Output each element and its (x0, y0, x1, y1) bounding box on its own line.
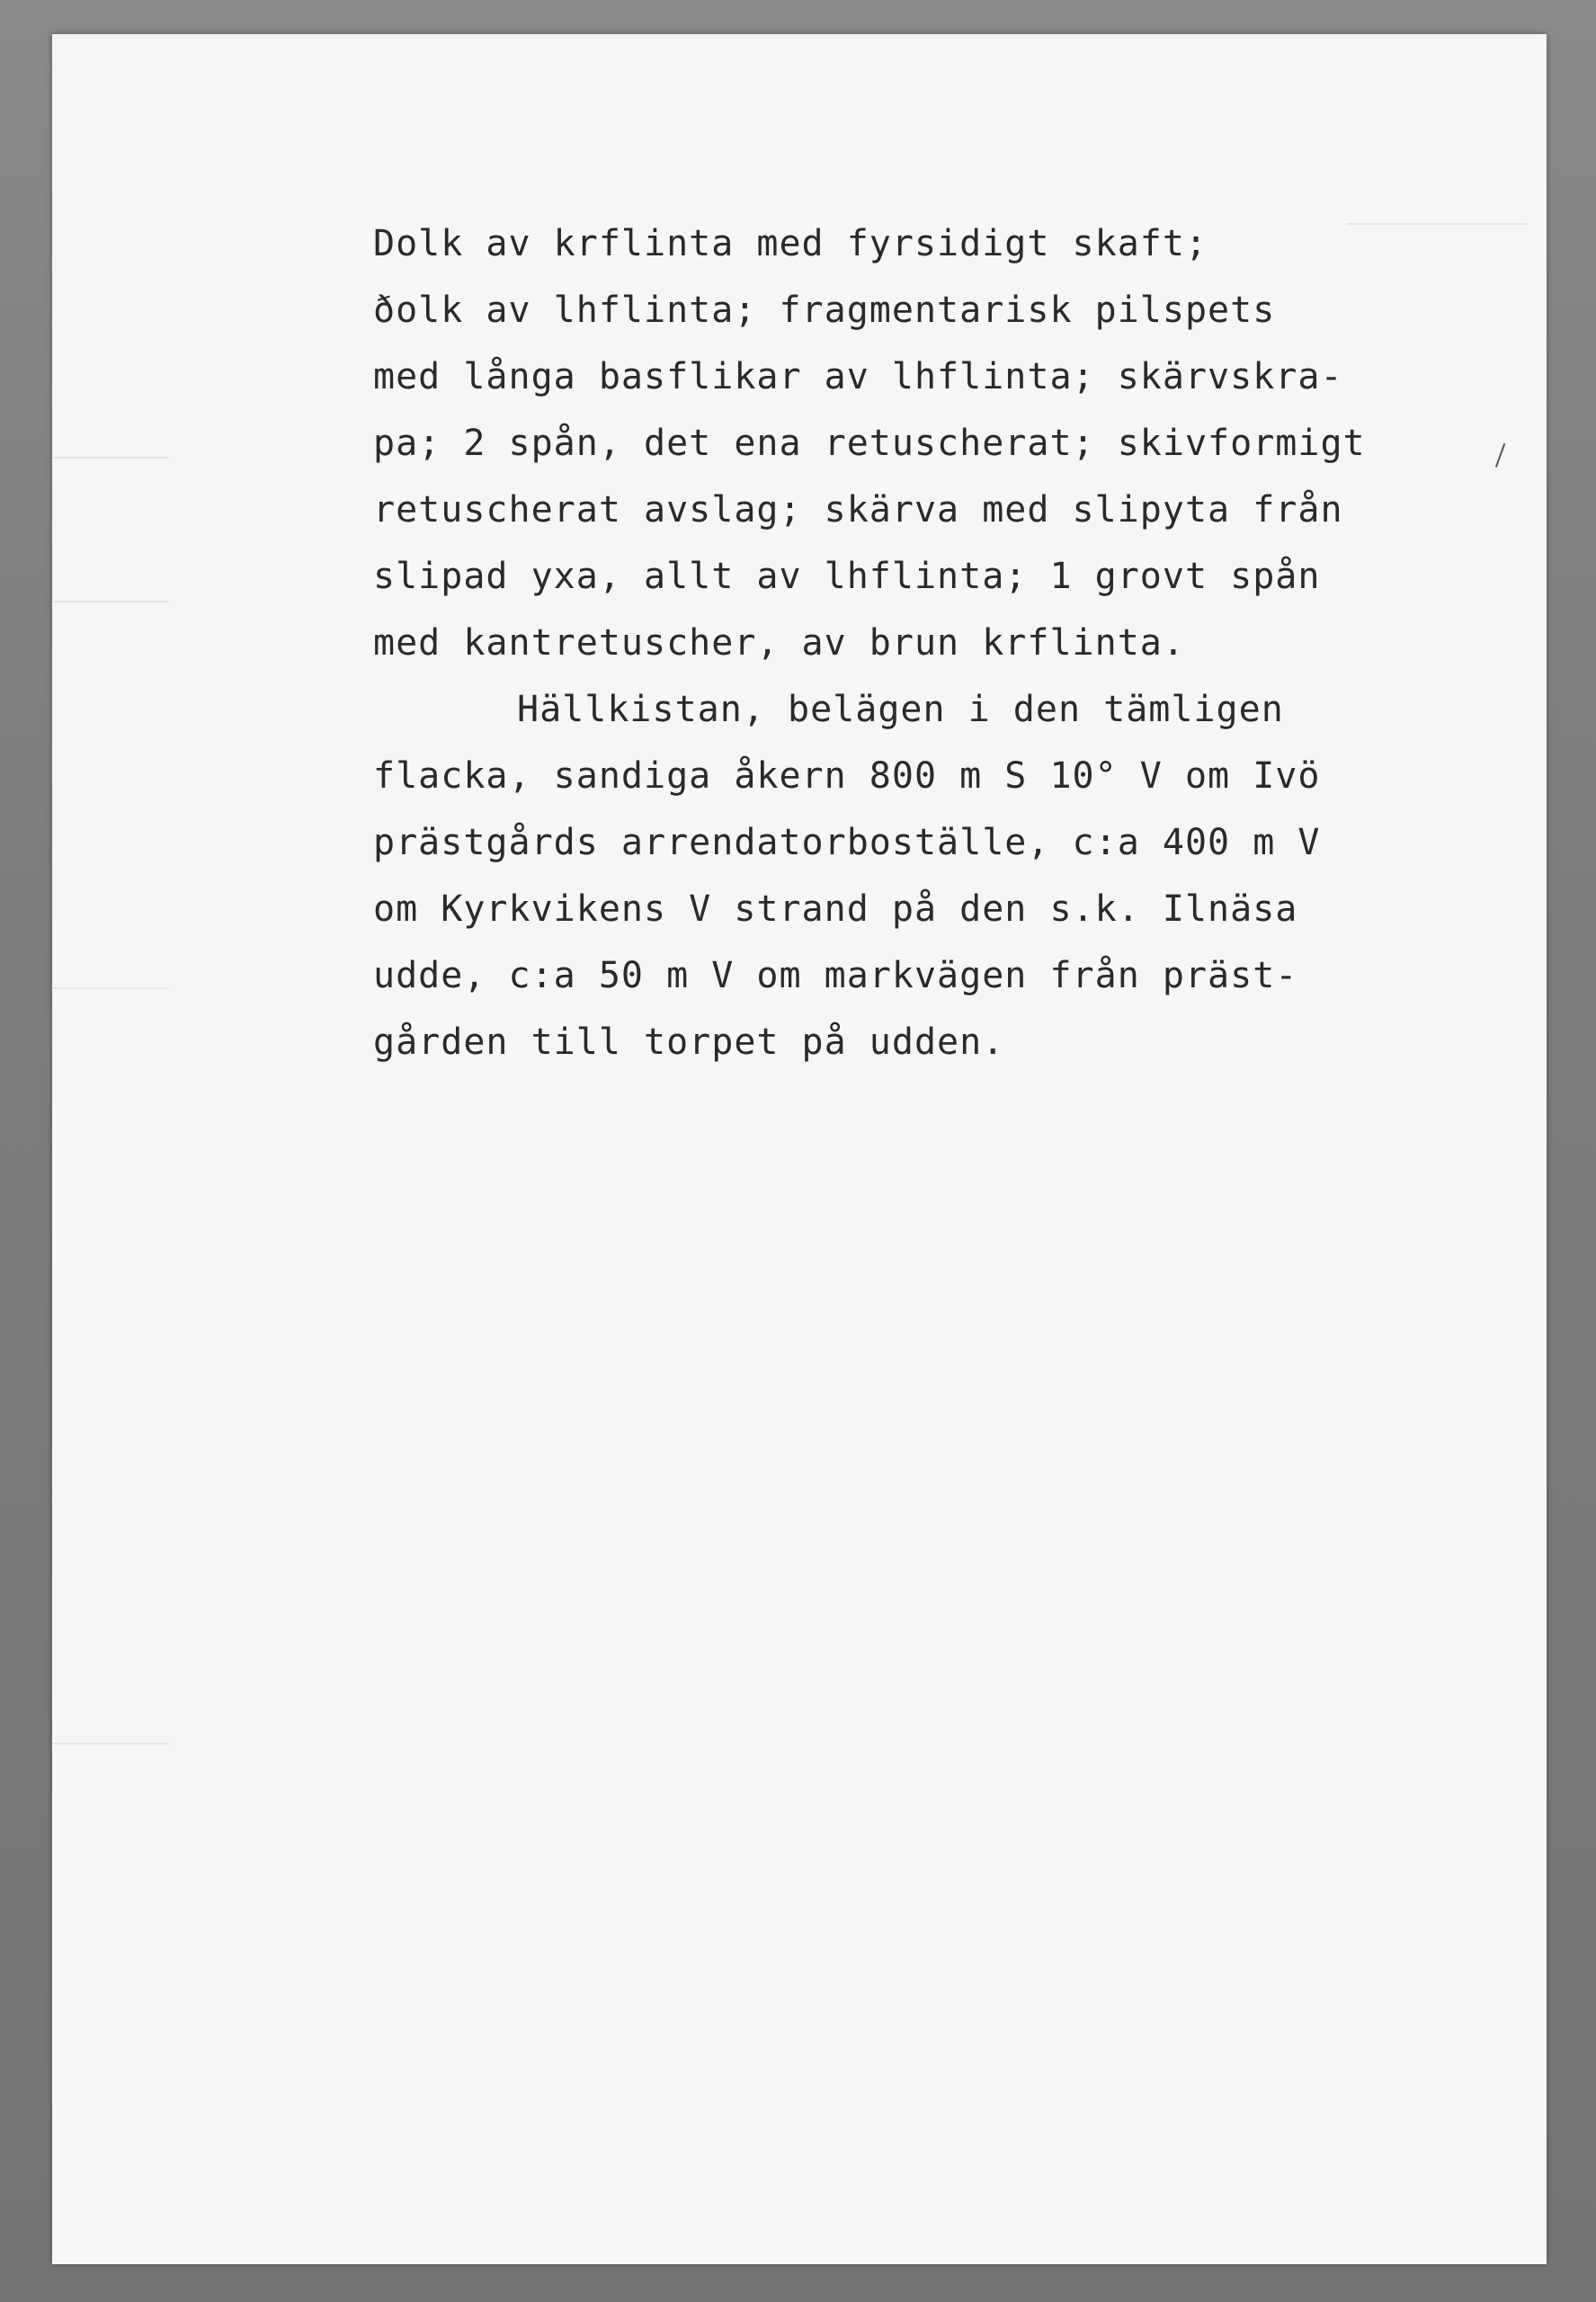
show-through-rule (52, 987, 169, 989)
text-line: med långa basflikar av lhflinta; skärvskra- (373, 356, 1343, 397)
text-line: slipad yxa, allt av lhflinta; 1 grovt spån (373, 556, 1321, 597)
text-line: ðolk av lhflinta; fragmentarisk pilspets (373, 290, 1276, 331)
text-line: om Kyrkvikens V strand på den s.k. Ilnäsa (373, 888, 1298, 930)
text-line: retuscherat avslag; skärva med slipyta från (373, 489, 1343, 531)
text-line: pa; 2 spån, det ena retuscherat; skivformigt (373, 423, 1366, 464)
show-through-rule (52, 1743, 169, 1744)
typed-description (373, 210, 1452, 1075)
text-line-indented: Hällkistan, belägen i den tämligen (517, 689, 1284, 730)
paper-sheet (52, 34, 1547, 2264)
show-through-rule (52, 457, 169, 459)
text-line: Dolk av krflinta med fyrsidigt skaft; (373, 223, 1208, 264)
pen-mark (1484, 439, 1506, 468)
text-line: prästgårds arrendatorboställe, c:a 400 m V (373, 822, 1321, 863)
text-line: med kantretuscher, av brun krflinta. (373, 622, 1185, 664)
text-line: flacka, sandiga åkern 800 m S 10° V om Ivö (373, 755, 1321, 797)
show-through-rule (52, 601, 169, 602)
text-line: udde, c:a 50 m V om markvägen från präst- (373, 955, 1298, 996)
text-line: gården till torpet på udden. (373, 1022, 1005, 1063)
